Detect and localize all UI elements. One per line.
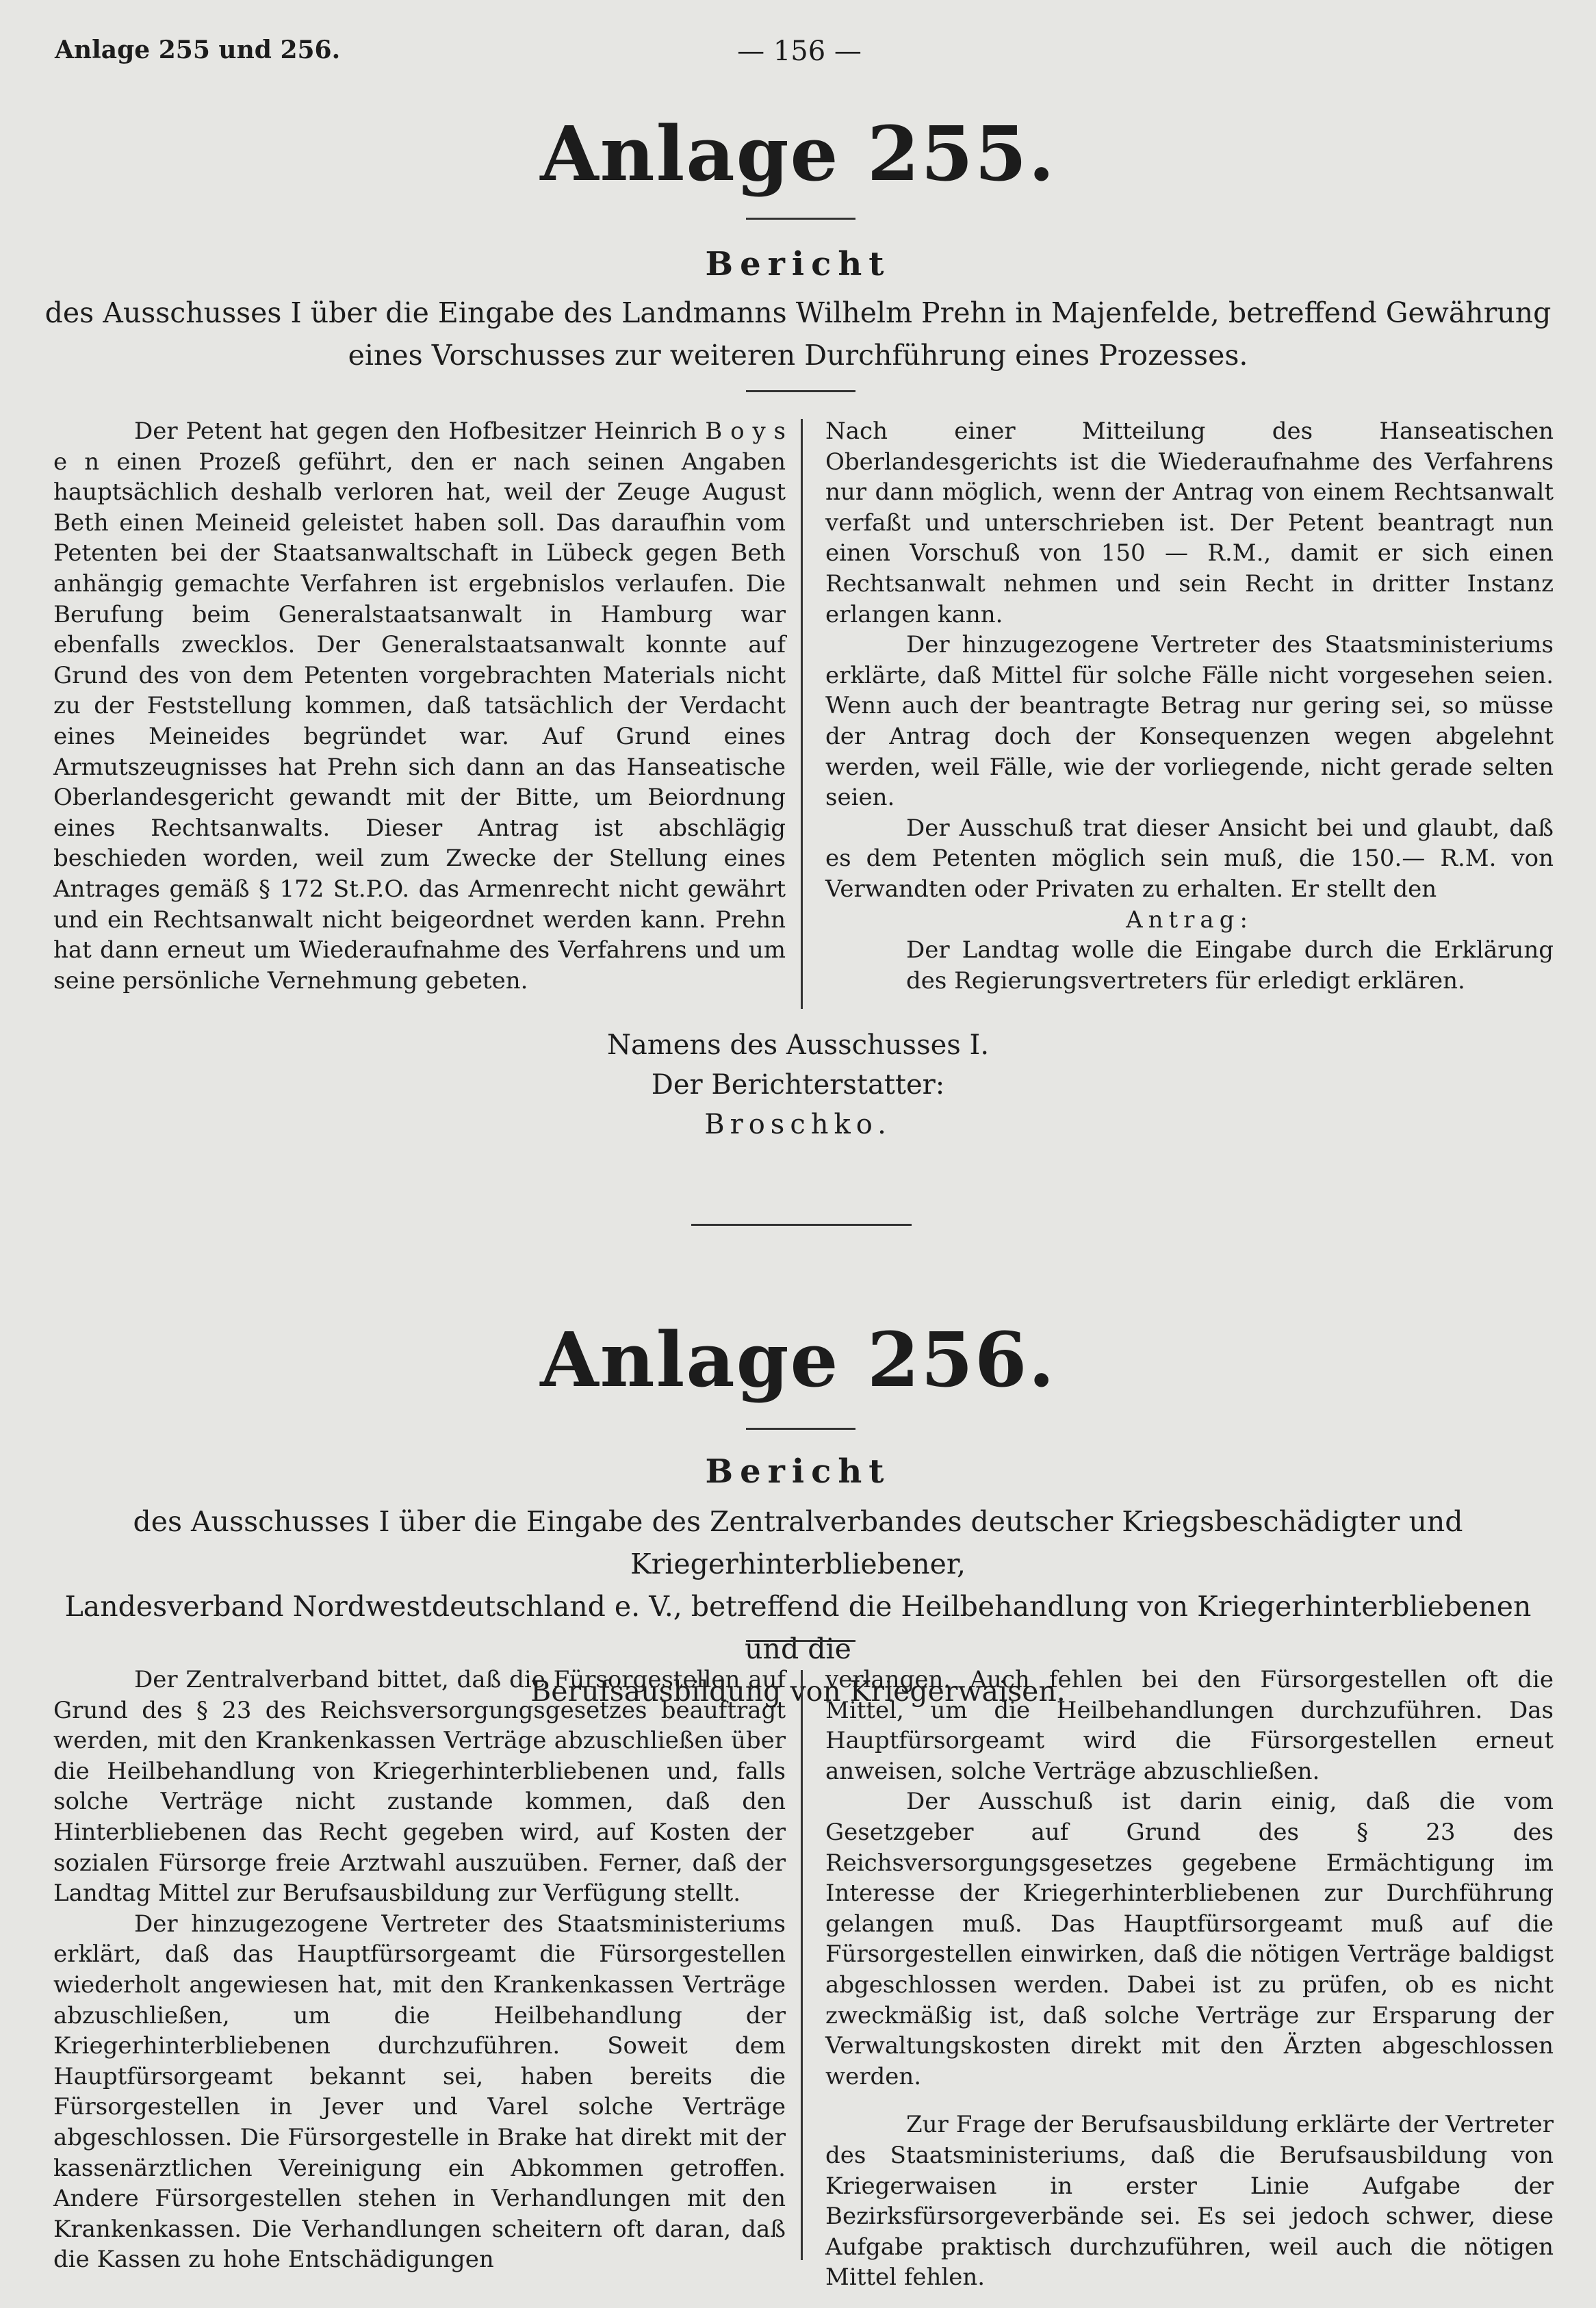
annex-255-subject xyxy=(41,292,1555,376)
annex-256-subject-line-3: Berufsausbildung von Kriegerwaisen. xyxy=(530,1675,1066,1708)
annex-255-title: Anlage 255. xyxy=(540,110,1056,198)
running-header xyxy=(55,36,1544,77)
annex-256-right-paragraph-3: Zur Frage der Berufsausbildung erklärte der Vertreter des Staatsministeriums, daß die Berufsausbildung von Kriegerwaisen in erster Linie Aufgabe der Bezirksfürsorgeverbände sei. Es sei jedoch schwer, diese Aufgabe praktisch durchzuführen, weil auch die nötigen Mittel fehlen. xyxy=(825,2111,1554,2292)
section-separator xyxy=(691,1224,912,1226)
annex-256-right-paragraph-2: Der Ausschuß ist darin einig, daß die vom Gesetzgeber auf Grund des § 23 des Reichsversorgungsgesetzes gegebene Ermächtigung im Interesse der Kriegerhinterbliebenen zur Durchführung gelangen muß. Das Hauptfürsorgeamt muß auf die Fürsorgestellen einwirken, daß die nötigen Verträge baldigst abgeschlossen werden. Dabei ist zu prüfen, ob es nicht zweckmäßig ist, daß solche Verträge zur Ersparung der Verwaltungskosten direkt mit den Ärzten abgeschlossen werden. xyxy=(825,1788,1554,2090)
annex-255-subject-rule xyxy=(746,390,855,392)
annex-256-column-divider xyxy=(801,1670,803,2260)
annex-255-title-rule xyxy=(746,218,855,220)
annex-256-title-rule xyxy=(746,1428,855,1430)
annex-255-right-column xyxy=(825,416,1554,996)
page-number: — 156 — xyxy=(737,36,862,67)
annex-256-right-paragraph-1: verlangen. Auch fehlen bei den Fürsorgestellen oft die Mittel, um die Heilbehandlungen durchzuführen. Das Hauptfürsorgeamt wird die Fürsorgestellen erneut anweisen, solche Verträge abzuschließen. xyxy=(825,1666,1554,1785)
annex-255-subject-line-2: eines Vorschusses zur weiteren Durchführung eines Prozesses. xyxy=(348,339,1248,372)
annex-255-signature xyxy=(0,1025,1596,1144)
annex-255-heading: Bericht xyxy=(705,245,891,283)
annex-255-right-paragraph-3: Der Ausschuß trat dieser Ansicht bei und glaubt, daß es dem Petenten möglich sein muß, die 150.— R.M. von Verwandten oder Privaten zu erhalten. Er stellt den xyxy=(825,814,1554,903)
annex-255-subject-line-1: des Ausschusses I über die Eingabe des Landmanns Wilhelm Prehn in Majenfelde, betreffend Gewährung xyxy=(44,296,1552,329)
annex-255-antrag-text: Der Landtag wolle die Eingabe durch die Erklärung des Regierungsvertreters für erledigt erklären. xyxy=(906,936,1554,995)
annex-256-subject-line-1: des Ausschusses I über die Eingabe des Zentralverbandes deutscher Kriegsbeschädigter und Kriegerhinterbliebener, xyxy=(133,1505,1463,1580)
annex-255-left-paragraph-1: Der Petent hat gegen den Hofbesitzer Heinrich B o y s e n einen Prozeß geführt, den er nach seinen Angaben hauptsächlich deshalb verloren hat, weil der Zeuge August Beth einen Meineid geleistet haben soll. Das daraufhin vom Petenten bei der Staatsanwaltschaft in Lübeck gegen Beth anhängig gemachte Verfahren ist ergebnislos verlaufen. Die Berufung beim Generalstaatsanwalt in Hamburg war ebenfalls zwecklos. Der Generalstaatsanwalt konnte auf Grund des von dem Petenten vorgebrachten Materials nicht zu der Feststellung kommen, daß tatsächlich der Verdacht eines Meineides begründet war. Auf Grund eines Armutszeugnisses hat Prehn sich dann an das Hanseatische Oberlandesgericht gewandt mit der Bitte, um Beiordnung eines Rechtsanwalts. Dieser Antrag ist abschlägig beschieden worden, weil zum Zwecke der Stellung eines Antrages gemäß § 172 St.P.O. das Armenrecht nicht gewährt und ein Rechtsanwalt nicht beigeordnet werden kann. Prehn hat dann erneut um Wiederaufnahme des Verfahrens und um seine persönliche Vernehmung gebeten. xyxy=(53,418,786,995)
annex-256-left-column xyxy=(53,1665,786,2275)
annex-256-subject-line-2: Landesverband Nordwestdeutschland e. V., betreffend die Heilbehandlung von Kriegerhinterbliebenen und die xyxy=(64,1590,1532,1665)
annex-255-antrag-label: Antrag: xyxy=(1126,906,1253,934)
annex-255-column-divider xyxy=(801,419,803,1009)
annex-255-right-paragraph-2: Der hinzugezogene Vertreter des Staatsministeriums erklärte, daß Mittel für solche Fälle nicht vorgesehen seien. Wenn auch der beantragte Betrag nur gering sei, so müsse der Antrag doch der Konsequenzen wegen abgelehnt werden, weil Fälle, wie der vorliegende, nicht gerade selten seien. xyxy=(825,631,1554,812)
annex-255-signature-committee: Namens des Ausschusses I. xyxy=(606,1029,990,1061)
annex-256-left-paragraph-2: Der hinzugezogene Vertreter des Staatsministeriums erklärt, daß das Hauptfürsorgeamt die Fürsorgestellen wiederholt angewiesen hat, mit den Krankenkassen Verträge abzuschließen, um die Heilbehandlung der Kriegerhinterbliebenen durchzuführen. Soweit dem Hauptfürsorgeamt bekannt sei, haben bereits die Fürsorgestellen in Jever und Varel solche Verträge abgeschlossen. Die Fürsorgestelle in Brake hat direkt mit der kassenärztlichen Vereinigung ein Abkommen getroffen. Andere Fürsorgestellen stehen in Verhandlungen mit den Krankenkassen. Die Verhandlungen scheitern oft daran, daß die Kassen zu hohe Entschädigungen xyxy=(53,1910,786,2274)
annex-256-right-column xyxy=(825,1665,1554,2293)
annex-255-signature-role: Der Berichterstatter: xyxy=(651,1069,945,1101)
annex-256-heading: Bericht xyxy=(705,1452,891,1491)
annex-255-left-column xyxy=(53,416,786,996)
annex-256-left-paragraph-1: Der Zentralverband bittet, daß die Fürsorgestellen auf Grund des § 23 des Reichsversorgungsgesetzes beauftragt werden, mit den Krankenkassen Verträge abzuschließen über die Heilbehandlung von Kriegerhinterbliebenen und, falls solche Verträge nicht zustande kommen, daß den Hinterbliebenen das Recht gegeben wird, auf Kosten der sozialen Fürsorge freie Arztwahl auszuüben. Ferner, daß der Landtag Mittel zur Berufsausbildung zur Verfügung stellt. xyxy=(53,1666,786,1908)
annex-255-signature-name: Broschko. xyxy=(704,1109,892,1140)
annex-256-title: Anlage 256. xyxy=(540,1316,1056,1404)
header-annex-reference: Anlage 255 und 256. xyxy=(55,36,341,64)
annex-255-right-paragraph-1: Nach einer Mitteilung des Hanseatischen Oberlandesgerichts ist die Wiederaufnahme des Verfahrens nur dann möglich, wenn der Antrag von einem Rechtsanwalt verfaßt und unterschrieben ist. Der Petent beantragt nun einen Vorschuß von 150 — R.M., damit er sich einen Rechtsanwalt nehmen und sein Recht in dritter Instanz erlangen kann. xyxy=(825,418,1554,628)
annex-256-subject-rule xyxy=(746,1640,855,1642)
